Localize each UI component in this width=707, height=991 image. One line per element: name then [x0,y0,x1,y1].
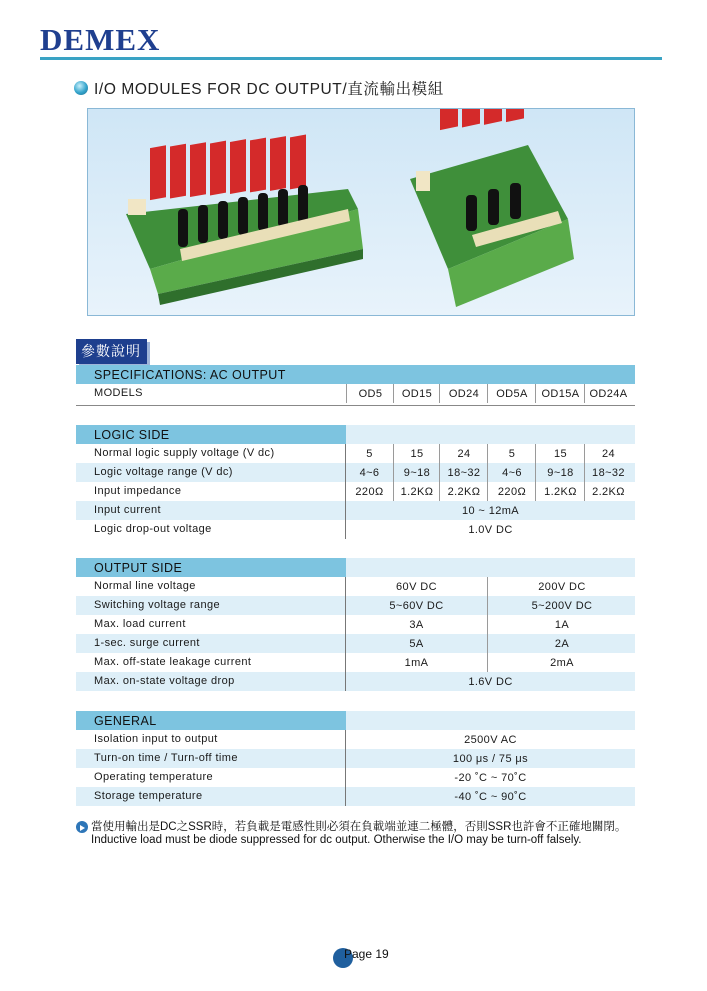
output-row-label: Max. load current [94,618,186,630]
bullet-icon [74,81,88,95]
logic-row [76,482,635,501]
output-row-label: 1-sec. surge current [94,637,200,649]
output-row-label: Normal line voltage [94,580,196,592]
model-od5: OD5 [346,384,394,403]
span-value: -40 ˚C ~ 90˚C [454,791,527,803]
logic-value: 4~6 [359,467,380,479]
logic-value: 5 [366,448,373,460]
span-value: -20 ˚C ~ 70˚C [454,772,527,784]
output-value-right: 200V DC [487,577,636,596]
note-chinese: 當使用輸出是DC之SSR時，若負載是電感性則必須在負載端並連二極體，否則SSR也許會不正確地關閉。 [91,821,627,833]
output-value-left: 5~60V DC [389,600,444,612]
general-divider [345,730,346,806]
logic-value: 18~32 [584,463,632,482]
general-header-values [346,711,635,730]
output-value-left: 3A [409,619,424,631]
span-value: 10 ~ 12mA [461,505,520,517]
output-row [76,615,635,634]
general-header-label: GENERAL [94,714,157,728]
general-row [76,749,635,768]
logic-row-label: Logic drop-out voltage [94,523,212,535]
span-value: 100 μs / 75 μs [452,753,529,765]
output-row-label: Max. on-state voltage drop [94,675,235,687]
model-od5a: OD5A [487,384,536,403]
large-module-image [126,135,363,305]
logic-row-label: Logic voltage range (V dc) [94,466,233,478]
output-row [76,577,635,596]
output-value-right: 2A [487,634,636,653]
output-value-left: 1mA [404,657,429,669]
note-english: Inductive load must be diode suppressed for dc output. Otherwise the I/O may be turn-off falsely. [91,834,582,846]
spec-header-label: SPECIFICATIONS: AC OUTPUT [94,368,286,382]
product-photo-illustration [88,109,634,315]
logic-value: 15 [535,444,585,463]
note-arrow-icon [76,821,88,833]
section-tag: 參數說明 [76,339,147,364]
output-value-left: 60V DC [396,581,437,593]
logic-value: 15 [393,444,440,463]
general-row [76,730,635,749]
page-number: Page 19 [344,947,389,961]
logic-value: 18~32 [439,463,488,482]
logic-value: 1.2KΩ [393,482,440,501]
logic-value: 220Ω [487,482,536,501]
logic-value: 24 [439,444,488,463]
spec-table [76,365,635,810]
logic-value: 5 [487,444,536,463]
logic-value: 2.2KΩ [584,482,632,501]
output-header-values [346,558,635,577]
logic-value: 9~18 [393,463,440,482]
output-row [76,672,635,691]
product-photo [87,108,635,316]
output-value-right: 5~200V DC [487,596,636,615]
output-value-left: 5A [409,638,424,650]
page-title-row [74,77,444,99]
logic-row [76,444,635,463]
span-value: 1.6V DC [468,676,513,688]
model-od24: OD24 [439,384,488,403]
model-od15: OD15 [393,384,440,403]
logic-value: 4~6 [487,463,536,482]
model-od15a: OD15A [535,384,585,403]
logic-row [76,501,635,520]
general-header [76,711,635,730]
general-row [76,787,635,806]
output-row [76,634,635,653]
models-row [76,384,635,403]
logic-divider [345,444,346,539]
output-divider [345,577,346,691]
output-value-right: 2mA [487,653,636,672]
span-value: 1.0V DC [468,524,513,536]
model-od24a: OD24A [584,384,632,403]
output-header-label: OUTPUT SIDE [94,561,183,575]
span-value: 2500V AC [464,734,517,746]
logic-header [76,425,635,444]
general-row-label: Operating temperature [94,771,214,783]
logic-value: 24 [584,444,632,463]
page-title: I/O MODULES FOR DC OUTPUT/直流輸出模組 [94,81,444,98]
output-row [76,653,635,672]
general-row-label: Turn-on time / Turn-off time [94,752,238,764]
header-rule [40,57,662,60]
logic-row-label: Input current [94,504,161,516]
logic-header-values [346,425,635,444]
general-row-label: Storage temperature [94,790,203,802]
logic-row [76,520,635,539]
logic-value: 9~18 [535,463,585,482]
models-underline [76,405,635,406]
general-row-label: Isolation input to output [94,733,218,745]
small-module-image [410,109,574,307]
logic-row-label: Normal logic supply voltage (V dc) [94,447,275,459]
logic-value: 2.2KΩ [439,482,488,501]
logic-row [76,463,635,482]
general-row [76,768,635,787]
output-value-right: 1A [487,615,636,634]
output-header [76,558,635,577]
logic-value: 220Ω [355,486,384,498]
logic-row-label: Input impedance [94,485,182,497]
output-row-label: Max. off-state leakage current [94,656,252,668]
output-row-label: Switching voltage range [94,599,220,611]
logic-value: 1.2KΩ [535,482,585,501]
brand-logo: DEMEX [40,22,161,57]
logic-header-label: LOGIC SIDE [94,428,170,442]
spec-header [76,365,635,384]
output-row [76,596,635,615]
models-label: MODELS [94,387,143,399]
